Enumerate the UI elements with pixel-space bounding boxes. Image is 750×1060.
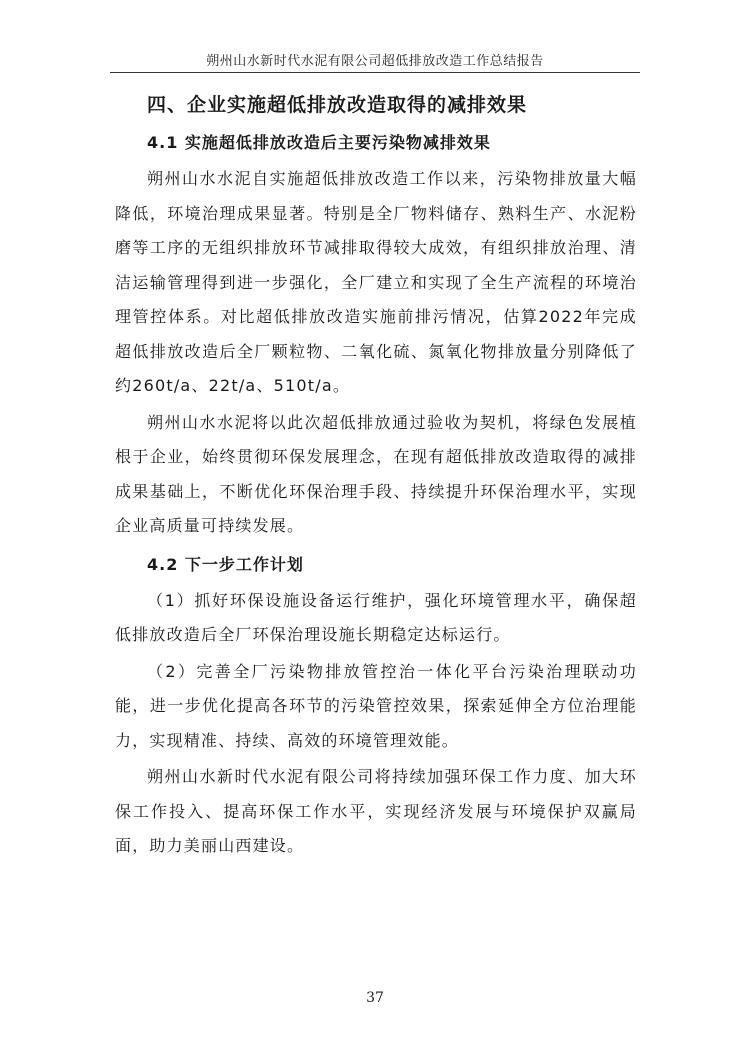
paragraph: 朔州山水水泥自实施超低排放改造工作以来，污染物排放量大幅降低，环境治理成果显著。特别是全厂物料储存、熟料生产、水泥粉磨等工序的无组织排放环节减排取得较大成效，有组织排放治理、清洁运输管理得到进一步强化，全厂建立和实现了全生产流程的环境治理管控体系。对比超低排放改造实施前排污情况，估算2022年完成超低排放改造后全厂颗粒物、二氧化硫、氮氧化物排放量分别降低了约260t/a、22t/a、510t/a。 [115, 169, 637, 395]
subsection-title-4-2: 4.2 下一步工作计划 [147, 554, 304, 574]
header-rule [110, 72, 640, 73]
running-header: 朔州山水新时代水泥有限公司超低排放改造工作总结报告 [206, 54, 544, 69]
subsection-title-4-1: 4.1 实施超低排放改造后主要污染物减排效果 [147, 133, 491, 152]
section-title: 四、企业实施超低排放改造取得的减排效果 [147, 94, 528, 116]
paragraph: 朔州山水新时代水泥有限公司将持续加强环保工作力度、加大环保工作投入、提高环保工作水平，实现经济发展与环境保护双赢局面，助力美丽山西建设。 [115, 767, 637, 855]
paragraph: （2）完善全厂污染物排放管控治一体化平台污染治理联动功能，进一步优化提高各环节的污染管控效果，探索延伸全方位治理能力，实现精准、持续、高效的环境管理效能。 [115, 661, 637, 750]
paragraph: （1）抓好环保设施设备运行维护，强化环境管理水平，确保超低排放改造后全厂环保治理设施长期稳定达标运行。 [115, 590, 637, 644]
paragraph: 朔州山水水泥将以此次超低排放通过验收为契机，将绿色发展植根于企业，始终贯彻环保发展理念，在现有超低排放改造取得的减排成果基础上，不断优化环保治理手段、持续提升环保治理水平，实现企业高质量可持续发展。 [115, 412, 637, 535]
page-number: 37 [366, 990, 384, 1006]
page-content [115, 88, 637, 864]
